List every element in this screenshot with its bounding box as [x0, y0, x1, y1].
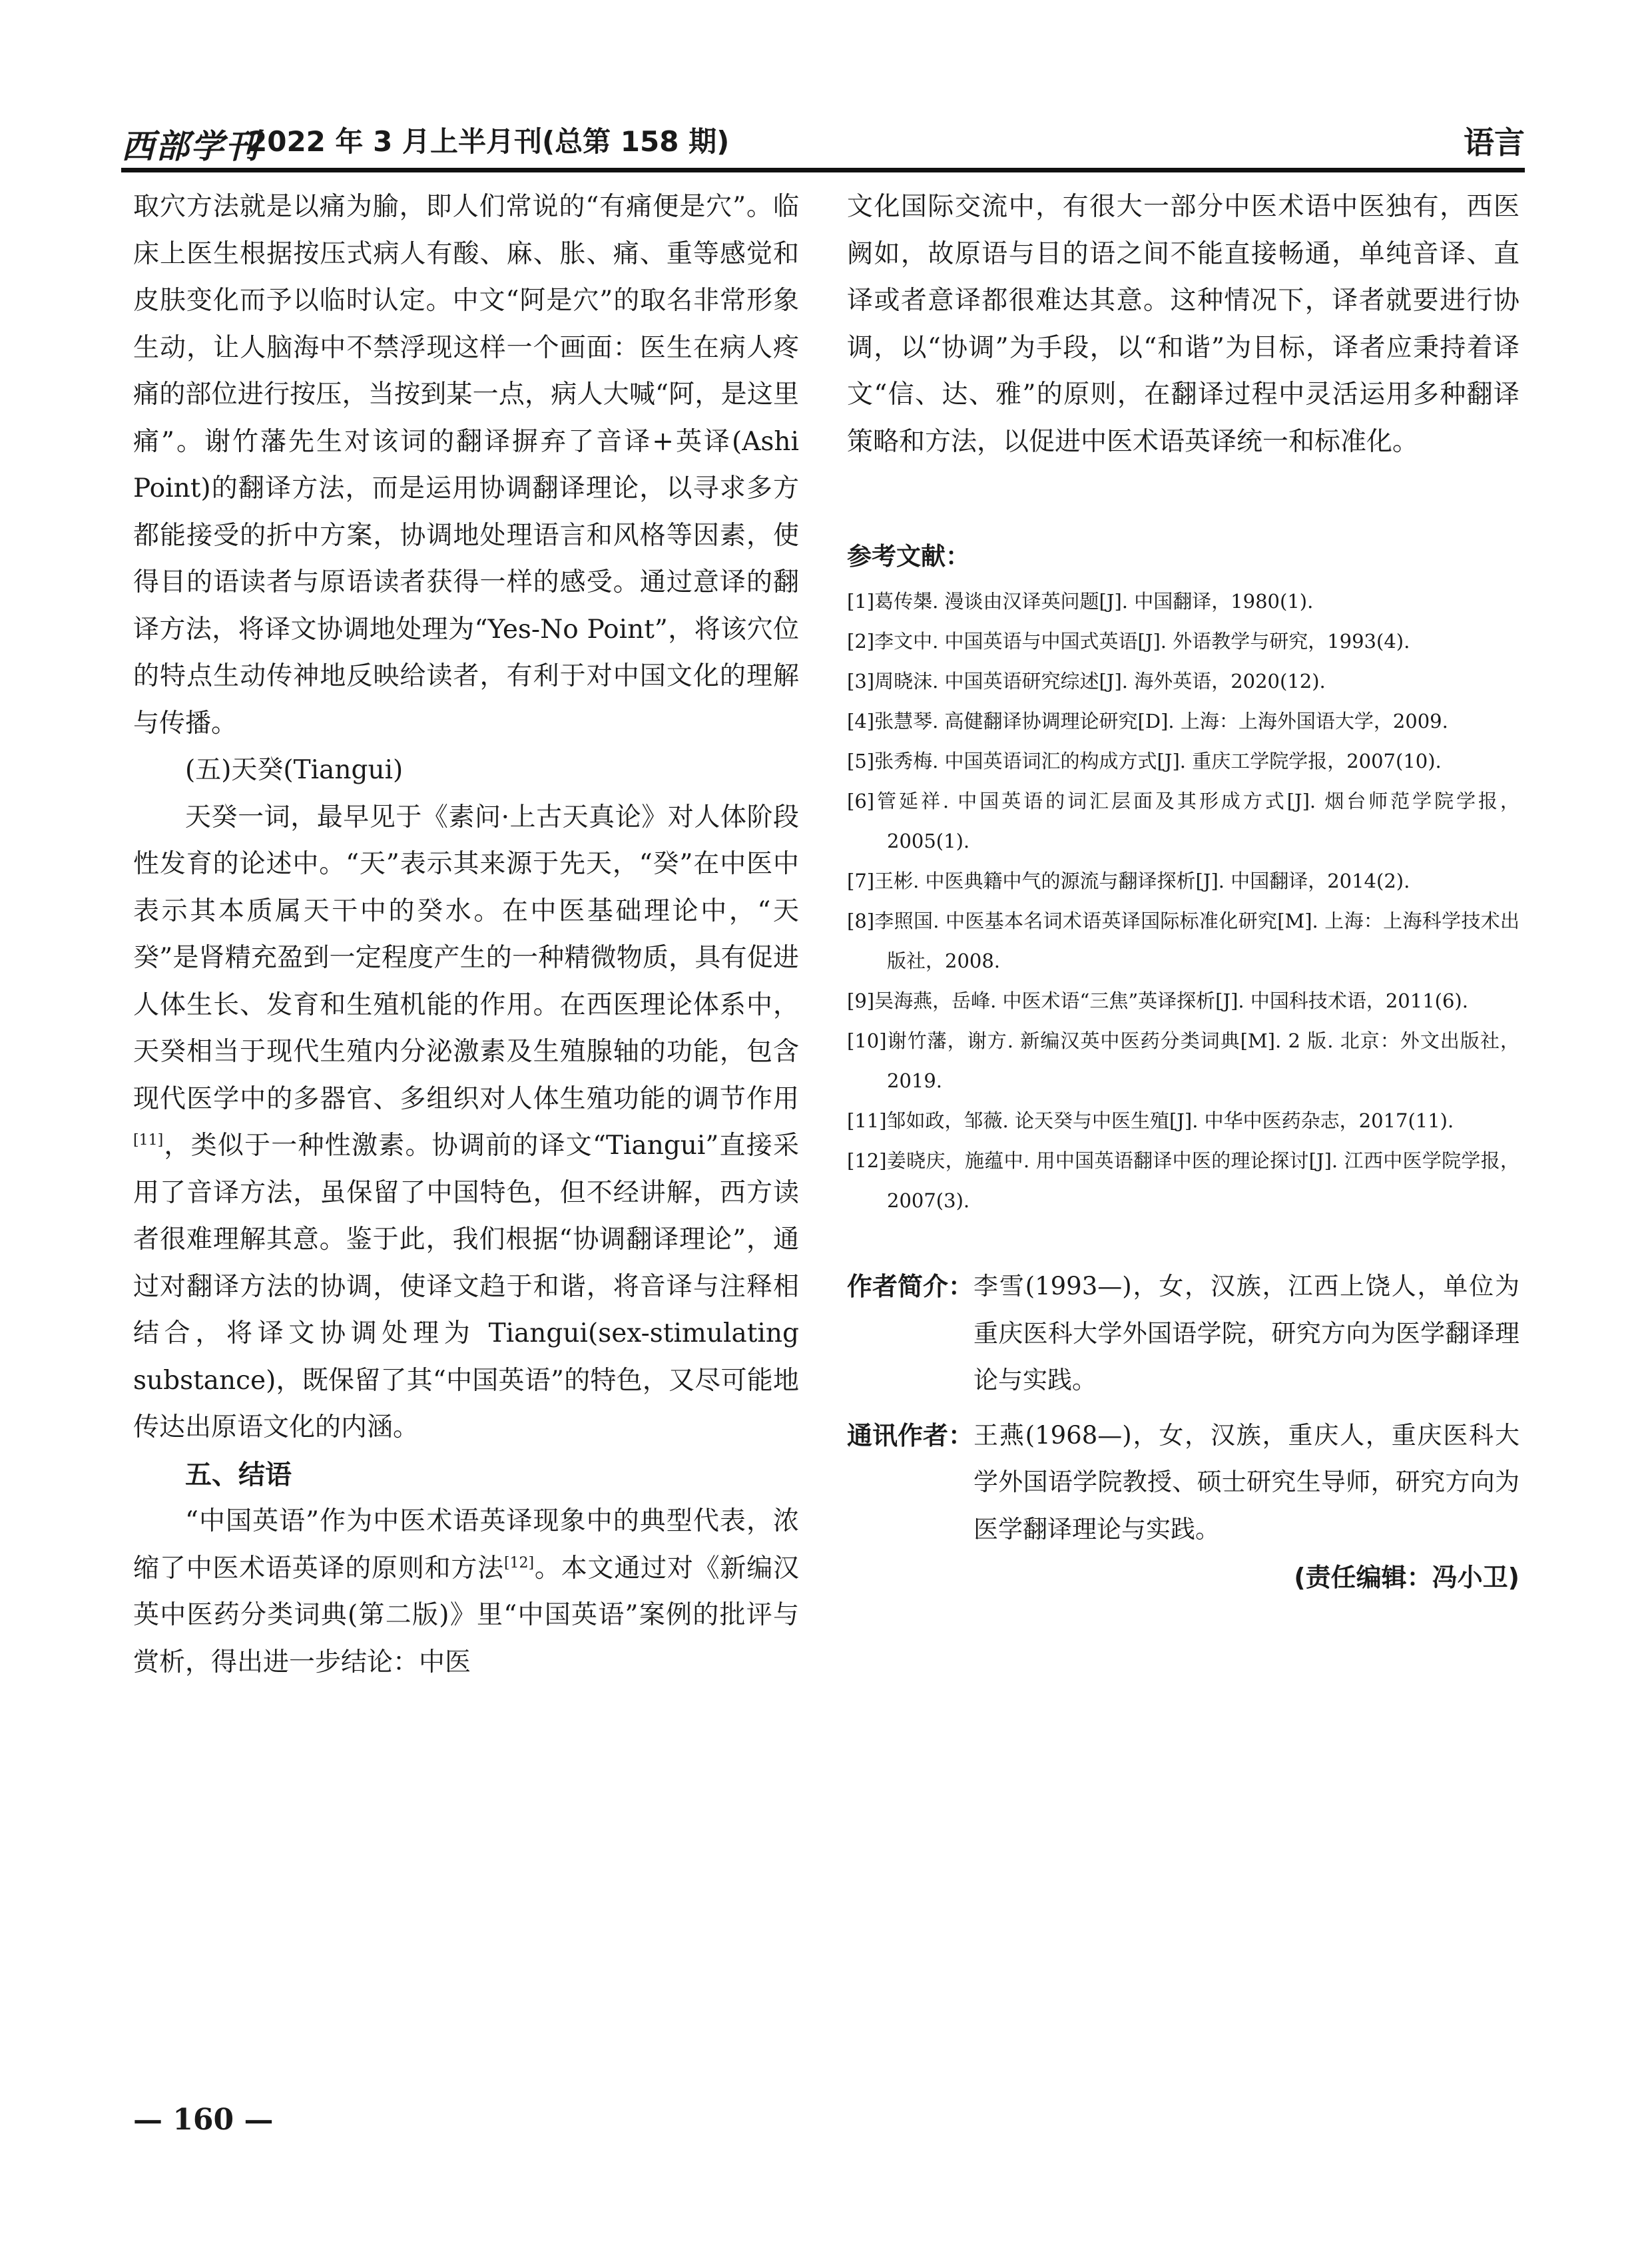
citation-mark: [12] [503, 1554, 535, 1571]
body-paragraph: 取穴方法就是以痛为腧，即人们常说的“有痛便是穴”。临床上医生根据按压式病人有酸、麻、胀、痛、重等感觉和皮肤变化而予以临时认定。中文“阿是穴”的取名非常形象生动，让人脑海中不禁浮现这样一个画面：医生在病人疼痛的部位进行按压，当按到某一点，病人大喊“阿，是这里痛”。谢竹藩先生对该词的翻译摒弃了音译+英译(Ashi Point)的翻译方法，而是运用协调翻译理论，以寻求多方都能接受的折中方案，协调地处理语言和风格等因素，使得目的语读者与原语读者获得一样的感受。通过意译的翻译方法，将译文协调地处理为“Yes-No Point”，将该穴位的特点生动传神地反映给读者，有利于对中国文化的理解与传播。 [133, 192, 799, 738]
responsible-editor: (责任编辑：冯小卫) [1294, 1563, 1519, 1592]
header-rule [121, 168, 1525, 172]
body-paragraph: 文化国际交流中，有很大一部分中医术语中医独有，西医阙如，故原语与目的语之间不能直接畅通，单纯音译、直译或者意译都很难达其意。这种情况下，译者就要进行协调，以“协调”为手段，以“和谐”为目标，译者应秉持着译文“信、达、雅”的原则，在翻译过程中灵活运用多种翻译策略和方法，以促进中医术语英译统一和标准化。 [847, 192, 1519, 457]
section-heading: 五、结语 [185, 1459, 292, 1490]
reference-item: [6]管延祥. 中国英语的词汇层面及其形成方式[J]. 烟台师范学院学报，2005(1). [847, 790, 1519, 852]
reference-item: [3]周晓沫. 中国英语研究综述[J]. 海外英语，2020(12). [847, 670, 1326, 693]
paragraph-text: 。本文通过对《新编汉英中医药分类词典(第二版)》里“中国英语”案例的批评与赏析，得出进一步结论：中医 [133, 1553, 799, 1677]
reference-item: [7]王彬. 中医典籍中气的源流与翻译探析[J]. 中国翻译，2014(2). [847, 870, 1410, 892]
section-name: 语言 [1464, 125, 1525, 160]
author-bio-label: 作者简介： [847, 1272, 974, 1301]
paragraph-text: ，类似于一种性激素。协调前的译文“Tiangui”直接采用了音译方法，虽保留了中国特色，但不经讲解，西方读者很难理解其意。鉴于此，我们根据“协调翻译理论”，通过对翻译方法的协调，使译文趋于和谐，将音译与注释相结合，将译文协调处理为 Tiangui(sex-stimulating substance)，既保留了其“中国英语”的特色，又尽可能地传达出原语文化的内涵。 [133, 1131, 799, 1442]
reference-item: [11]邹如政，邹薇. 论天癸与中医生殖[J]. 中华中医药杂志，2017(11). [847, 1109, 1454, 1132]
corresponding-author-label: 通讯作者： [847, 1420, 974, 1450]
left-column [133, 184, 799, 1686]
body-paragraph [133, 1498, 799, 1686]
corresponding-author [847, 1412, 1519, 1553]
running-header [121, 115, 1525, 164]
reference-item: [5]张秀梅. 中国英语词汇的构成方式[J]. 重庆工学院学报，2007(10). [847, 750, 1442, 772]
journal-logo: 西部学刊 [121, 127, 260, 166]
citation-mark: [11] [133, 1132, 164, 1149]
reference-item: [2]李文中. 中国英语与中国式英语[J]. 外语教学与研究，1993(4). [847, 630, 1410, 653]
reference-list [847, 581, 1519, 1221]
reference-item: [1]葛传槼. 漫谈由汉译英问题[J]. 中国翻译，1980(1). [847, 590, 1314, 613]
references-title: 参考文献： [847, 542, 970, 571]
paragraph-text: “中国英语”作为中医术语英译现象中的典型代表，浓缩了中医术语英译的原则和方法 [133, 1506, 799, 1583]
reference-item: [8]李照国. 中医基本名词术语英译国际标准化研究[M]. 上海：上海科学技术出版社，2008. [847, 910, 1519, 972]
reference-item: [4]张慧琴. 高健翻译协调理论研究[D]. 上海：上海外国语大学，2009. [847, 710, 1448, 732]
author-bio-text: 李雪(1993—)，女，汉族，江西上饶人，单位为重庆医科大学外国语学院，研究方向为医学翻译理论与实践。 [973, 1272, 1519, 1394]
reference-item: [9]吴海燕，岳峰. 中医术语“三焦”英译探析[J]. 中国科技术语，2011(6). [847, 989, 1468, 1012]
right-column [847, 184, 1519, 1598]
page-number: — 160 — [133, 2103, 274, 2137]
issue-info: 2022 年 3 月上半月刊(总第 158 期) [248, 125, 730, 158]
body-paragraph [133, 794, 799, 1452]
paragraph-text: 天癸一词，最早见于《素问·上古天真论》对人体阶段性发育的论述中。“天”表示其来源于先天，“癸”在中医中表示其本质属天干中的癸水。在中医基础理论中，“天癸”是肾精充盈到一定程度产生的一种精微物质，具有促进人体生长、发育和生殖机能的作用。在西医理论体系中，天癸相当于现代生殖内分泌激素及生殖腺轴的功能，包含现代医学中的多器官、多组织对人体生殖功能的调节作用 [133, 802, 799, 1114]
reference-item: [12]姜晓庆，施蕴中. 用中国英语翻译中医的理论探讨[J]. 江西中医学院学报，2007(3). [847, 1149, 1519, 1212]
subsection-heading: (五)天癸(Tiangui) [185, 755, 404, 785]
reference-item: [10]谢竹藩，谢方. 新编汉英中医药分类词典[M]. 2 版. 北京：外文出版社，2019. [847, 1029, 1519, 1092]
corresponding-author-text: 王燕(1968—)，女，汉族，重庆人，重庆医科大学外国语学院教授、硕士研究生导师，研究方向为医学翻译理论与实践。 [973, 1420, 1519, 1543]
author-bio [847, 1263, 1519, 1404]
